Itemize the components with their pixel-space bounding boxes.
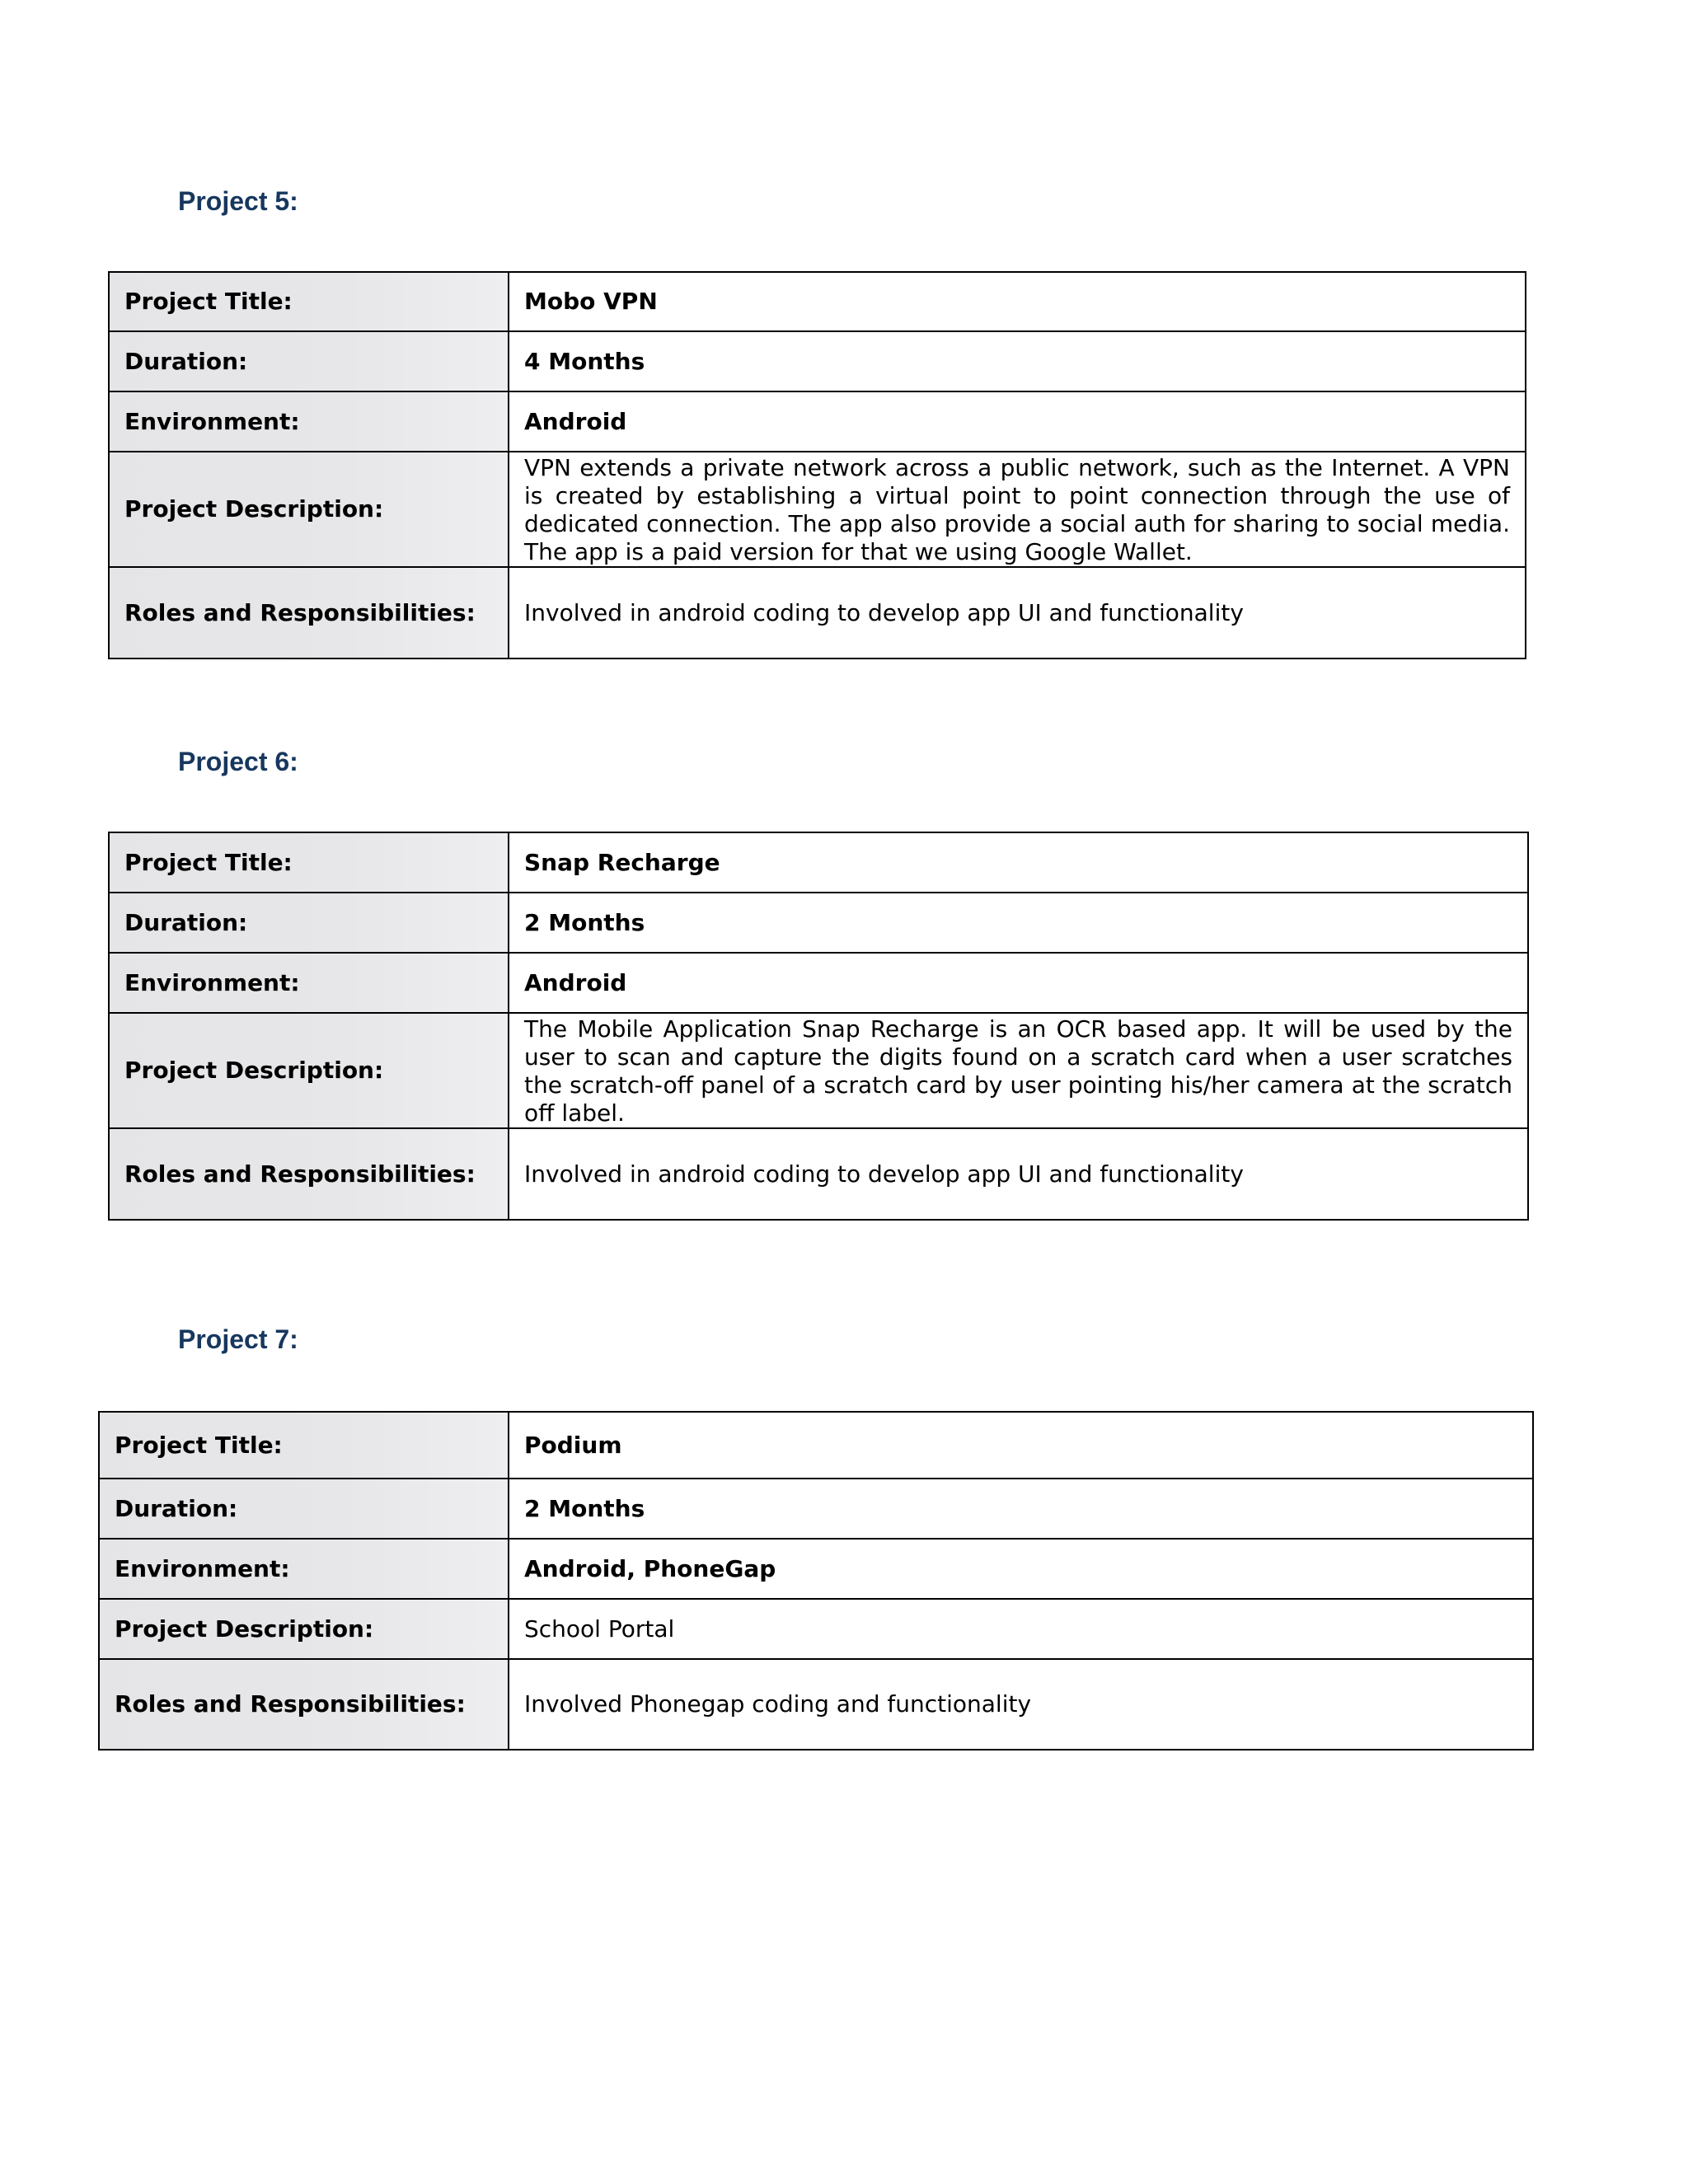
project-5-heading: Project 5: <box>178 186 298 216</box>
environment-label: Environment: <box>109 953 509 1013</box>
project-title-label: Project Title: <box>109 832 509 893</box>
project-description-value: VPN extends a private network across a public network, such as the Internet. A VPN is created by establishing a virtual point to point connection through the use of dedicated connection. The app also provide a social auth for sharing to social media. The app is a paid version for that we using Google Wallet. <box>509 452 1526 567</box>
roles-label: Roles and Responsibilities: <box>109 567 509 658</box>
table-row <box>109 953 1528 1013</box>
project-title-value: Podium <box>509 1412 1533 1479</box>
project-description-label: Project Description: <box>109 1013 509 1128</box>
roles-value: Involved Phonegap coding and functionality <box>509 1659 1533 1750</box>
duration-label: Duration: <box>109 893 509 953</box>
environment-value: Android, PhoneGap <box>509 1539 1533 1599</box>
roles-label: Roles and Responsibilities: <box>99 1659 509 1750</box>
table-row <box>109 391 1526 452</box>
duration-value: 2 Months <box>509 1479 1533 1539</box>
table-row <box>99 1412 1533 1479</box>
project-title-label: Project Title: <box>99 1412 509 1479</box>
duration-value: 2 Months <box>509 893 1528 953</box>
duration-label: Duration: <box>99 1479 509 1539</box>
table-row <box>109 893 1528 953</box>
project-title-value: Mobo VPN <box>509 272 1526 331</box>
table-row <box>99 1479 1533 1539</box>
project-7-table <box>98 1411 1534 1750</box>
roles-value: Involved in android coding to develop app UI and functionality <box>509 1128 1528 1220</box>
project-5-table <box>108 271 1526 659</box>
project-description-value: School Portal <box>509 1599 1533 1659</box>
project-6-heading: Project 6: <box>178 747 298 776</box>
project-title-label: Project Title: <box>109 272 509 331</box>
roles-label: Roles and Responsibilities: <box>109 1128 509 1220</box>
environment-value: Android <box>509 391 1526 452</box>
table-row <box>109 1128 1528 1220</box>
table-row <box>99 1659 1533 1750</box>
table-row <box>109 1013 1528 1128</box>
roles-value: Involved in android coding to develop app UI and functionality <box>509 567 1526 658</box>
environment-value: Android <box>509 953 1528 1013</box>
duration-label: Duration: <box>109 331 509 391</box>
project-title-value: Snap Recharge <box>509 832 1528 893</box>
table-row <box>109 452 1526 567</box>
project-6-table <box>108 832 1529 1221</box>
project-description-label: Project Description: <box>99 1599 509 1659</box>
duration-value: 4 Months <box>509 331 1526 391</box>
table-row <box>109 567 1526 658</box>
table-row <box>109 272 1526 331</box>
table-row <box>109 331 1526 391</box>
project-7-heading: Project 7: <box>178 1324 298 1354</box>
project-description-label: Project Description: <box>109 452 509 567</box>
environment-label: Environment: <box>109 391 509 452</box>
table-row <box>109 832 1528 893</box>
environment-label: Environment: <box>99 1539 509 1599</box>
table-row <box>99 1599 1533 1659</box>
table-row <box>99 1539 1533 1599</box>
project-description-value: The Mobile Application Snap Recharge is an OCR based app. It will be used by the user to scan and capture the digits found on a scratch card when a user scratches the scratch-off panel of a scratch card by user pointing his/her camera at the scratch off label. <box>509 1013 1528 1128</box>
